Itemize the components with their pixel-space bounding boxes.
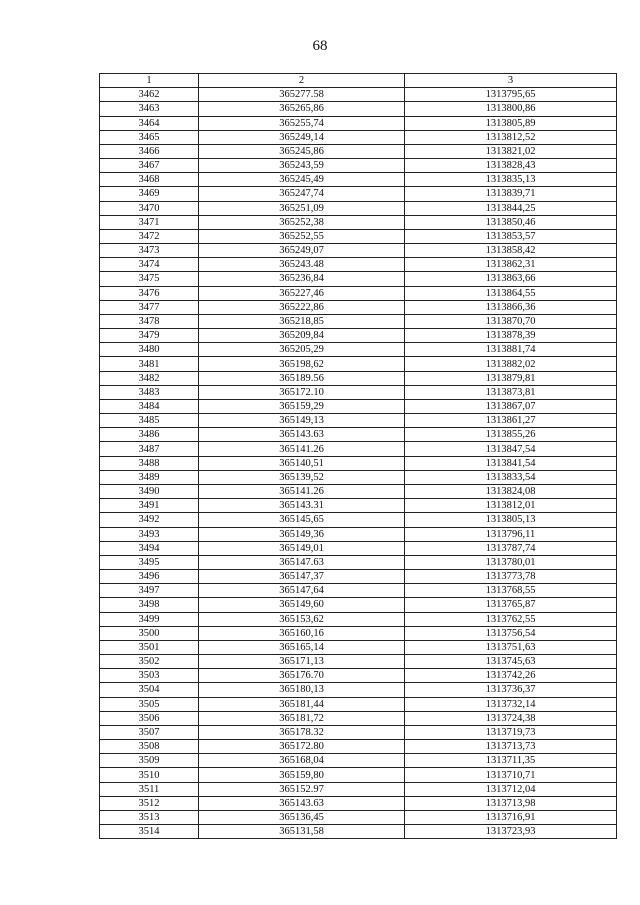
point-number-cell: 3509 bbox=[100, 754, 199, 768]
y-coordinate-cell: 1313805,13 bbox=[405, 513, 617, 527]
table-row bbox=[100, 499, 617, 513]
table-row bbox=[100, 173, 617, 187]
point-number-cell: 3503 bbox=[100, 669, 199, 683]
point-number-cell: 3488 bbox=[100, 456, 199, 470]
point-number-cell: 3476 bbox=[100, 286, 199, 300]
point-number-cell: 3507 bbox=[100, 725, 199, 739]
x-coordinate-cell: 365147,37 bbox=[199, 570, 405, 584]
y-coordinate-cell: 1313873,81 bbox=[405, 385, 617, 399]
y-coordinate-cell: 1313711,35 bbox=[405, 754, 617, 768]
x-coordinate-cell: 365198,62 bbox=[199, 357, 405, 371]
x-coordinate-cell: 365249,14 bbox=[199, 130, 405, 144]
column-header-3: 3 bbox=[405, 74, 617, 88]
y-coordinate-cell: 1313853,57 bbox=[405, 229, 617, 243]
x-coordinate-cell: 365143.63 bbox=[199, 796, 405, 810]
table-row bbox=[100, 796, 617, 810]
table-body bbox=[100, 88, 617, 839]
y-coordinate-cell: 1313713,73 bbox=[405, 740, 617, 754]
x-coordinate-cell: 365265,86 bbox=[199, 102, 405, 116]
point-number-cell: 3471 bbox=[100, 215, 199, 229]
table-row bbox=[100, 697, 617, 711]
table-row bbox=[100, 215, 617, 229]
point-number-cell: 3465 bbox=[100, 130, 199, 144]
y-coordinate-cell: 1313780,01 bbox=[405, 555, 617, 569]
point-number-cell: 3494 bbox=[100, 541, 199, 555]
point-number-cell: 3489 bbox=[100, 470, 199, 484]
x-coordinate-cell: 365145,65 bbox=[199, 513, 405, 527]
point-number-cell: 3513 bbox=[100, 810, 199, 824]
y-coordinate-cell: 1313724,38 bbox=[405, 711, 617, 725]
y-coordinate-cell: 1313716,91 bbox=[405, 810, 617, 824]
y-coordinate-cell: 1313745,63 bbox=[405, 655, 617, 669]
y-coordinate-cell: 1313855,26 bbox=[405, 428, 617, 442]
point-number-cell: 3481 bbox=[100, 357, 199, 371]
x-coordinate-cell: 365218,85 bbox=[199, 314, 405, 328]
table-row bbox=[100, 640, 617, 654]
x-coordinate-cell: 365165,14 bbox=[199, 640, 405, 654]
table-header-row bbox=[100, 74, 617, 88]
y-coordinate-cell: 1313719,73 bbox=[405, 725, 617, 739]
table-row bbox=[100, 768, 617, 782]
table-row bbox=[100, 782, 617, 796]
point-number-cell: 3467 bbox=[100, 159, 199, 173]
table-row bbox=[100, 456, 617, 470]
x-coordinate-cell: 365189.56 bbox=[199, 371, 405, 385]
table-row bbox=[100, 513, 617, 527]
table-row bbox=[100, 414, 617, 428]
point-number-cell: 3468 bbox=[100, 173, 199, 187]
y-coordinate-cell: 1313864,55 bbox=[405, 286, 617, 300]
table-row bbox=[100, 527, 617, 541]
table-row bbox=[100, 329, 617, 343]
point-number-cell: 3512 bbox=[100, 796, 199, 810]
y-coordinate-cell: 1313861,27 bbox=[405, 414, 617, 428]
x-coordinate-cell: 365147,64 bbox=[199, 584, 405, 598]
table-row bbox=[100, 314, 617, 328]
point-number-cell: 3499 bbox=[100, 612, 199, 626]
point-number-cell: 3490 bbox=[100, 484, 199, 498]
y-coordinate-cell: 1313795,65 bbox=[405, 88, 617, 102]
y-coordinate-cell: 1313751,63 bbox=[405, 640, 617, 654]
x-coordinate-cell: 365160,16 bbox=[199, 626, 405, 640]
point-number-cell: 3462 bbox=[100, 88, 199, 102]
x-coordinate-cell: 365141.26 bbox=[199, 484, 405, 498]
table-row bbox=[100, 470, 617, 484]
y-coordinate-cell: 1313787,74 bbox=[405, 541, 617, 555]
y-coordinate-cell: 1313756,54 bbox=[405, 626, 617, 640]
x-coordinate-cell: 365139,52 bbox=[199, 470, 405, 484]
point-number-cell: 3491 bbox=[100, 499, 199, 513]
point-number-cell: 3480 bbox=[100, 343, 199, 357]
x-coordinate-cell: 365140,51 bbox=[199, 456, 405, 470]
point-number-cell: 3500 bbox=[100, 626, 199, 640]
x-coordinate-cell: 365243,59 bbox=[199, 159, 405, 173]
x-coordinate-cell: 365176.70 bbox=[199, 669, 405, 683]
y-coordinate-cell: 1313863,66 bbox=[405, 272, 617, 286]
point-number-cell: 3463 bbox=[100, 102, 199, 116]
y-coordinate-cell: 1313833,54 bbox=[405, 470, 617, 484]
y-coordinate-cell: 1313850,46 bbox=[405, 215, 617, 229]
point-number-cell: 3510 bbox=[100, 768, 199, 782]
y-coordinate-cell: 1313839,71 bbox=[405, 187, 617, 201]
x-coordinate-cell: 365149,36 bbox=[199, 527, 405, 541]
y-coordinate-cell: 1313828,43 bbox=[405, 159, 617, 173]
y-coordinate-cell: 1313858,42 bbox=[405, 244, 617, 258]
x-coordinate-cell: 365247,74 bbox=[199, 187, 405, 201]
table-row bbox=[100, 187, 617, 201]
x-coordinate-cell: 365222,86 bbox=[199, 300, 405, 314]
y-coordinate-cell: 1313867,07 bbox=[405, 399, 617, 413]
x-coordinate-cell: 365136,45 bbox=[199, 810, 405, 824]
point-number-cell: 3505 bbox=[100, 697, 199, 711]
x-coordinate-cell: 365143.31 bbox=[199, 499, 405, 513]
y-coordinate-cell: 1313800,86 bbox=[405, 102, 617, 116]
point-number-cell: 3477 bbox=[100, 300, 199, 314]
y-coordinate-cell: 1313821,02 bbox=[405, 144, 617, 158]
table-row bbox=[100, 541, 617, 555]
table-row bbox=[100, 570, 617, 584]
y-coordinate-cell: 1313870,70 bbox=[405, 314, 617, 328]
point-number-cell: 3511 bbox=[100, 782, 199, 796]
y-coordinate-cell: 1313773,78 bbox=[405, 570, 617, 584]
x-coordinate-cell: 365209,84 bbox=[199, 329, 405, 343]
x-coordinate-cell: 365255,74 bbox=[199, 116, 405, 130]
table-row bbox=[100, 428, 617, 442]
point-number-cell: 3495 bbox=[100, 555, 199, 569]
table-row bbox=[100, 399, 617, 413]
page-number: 68 bbox=[312, 38, 328, 54]
table-row bbox=[100, 825, 617, 839]
y-coordinate-cell: 1313710,71 bbox=[405, 768, 617, 782]
y-coordinate-cell: 1313844,25 bbox=[405, 201, 617, 215]
table-row bbox=[100, 655, 617, 669]
table-row bbox=[100, 598, 617, 612]
column-header-1: 1 bbox=[100, 74, 199, 88]
y-coordinate-cell: 1313805,89 bbox=[405, 116, 617, 130]
table-row bbox=[100, 343, 617, 357]
y-coordinate-cell: 1313835,13 bbox=[405, 173, 617, 187]
table-row bbox=[100, 258, 617, 272]
x-coordinate-cell: 365171,13 bbox=[199, 655, 405, 669]
point-number-cell: 3502 bbox=[100, 655, 199, 669]
y-coordinate-cell: 1313824,08 bbox=[405, 484, 617, 498]
x-coordinate-cell: 365153,62 bbox=[199, 612, 405, 626]
coordinates-table bbox=[99, 73, 617, 839]
table-row bbox=[100, 300, 617, 314]
table-row bbox=[100, 229, 617, 243]
y-coordinate-cell: 1313862,31 bbox=[405, 258, 617, 272]
y-coordinate-cell: 1313882,02 bbox=[405, 357, 617, 371]
point-number-cell: 3504 bbox=[100, 683, 199, 697]
table-row bbox=[100, 272, 617, 286]
table-row bbox=[100, 286, 617, 300]
x-coordinate-cell: 365131,58 bbox=[199, 825, 405, 839]
point-number-cell: 3508 bbox=[100, 740, 199, 754]
y-coordinate-cell: 1313866,36 bbox=[405, 300, 617, 314]
table-row bbox=[100, 201, 617, 215]
point-number-cell: 3478 bbox=[100, 314, 199, 328]
x-coordinate-cell: 365205,29 bbox=[199, 343, 405, 357]
y-coordinate-cell: 1313796,11 bbox=[405, 527, 617, 541]
table-row bbox=[100, 711, 617, 725]
x-coordinate-cell: 365149,13 bbox=[199, 414, 405, 428]
table-row bbox=[100, 116, 617, 130]
table-row bbox=[100, 385, 617, 399]
y-coordinate-cell: 1313742,26 bbox=[405, 669, 617, 683]
y-coordinate-cell: 1313847,54 bbox=[405, 442, 617, 456]
y-coordinate-cell: 1313768,55 bbox=[405, 584, 617, 598]
table-row bbox=[100, 754, 617, 768]
y-coordinate-cell: 1313713,98 bbox=[405, 796, 617, 810]
table-row bbox=[100, 144, 617, 158]
point-number-cell: 3496 bbox=[100, 570, 199, 584]
point-number-cell: 3474 bbox=[100, 258, 199, 272]
y-coordinate-cell: 1313732,14 bbox=[405, 697, 617, 711]
y-coordinate-cell: 1313841,54 bbox=[405, 456, 617, 470]
point-number-cell: 3484 bbox=[100, 399, 199, 413]
point-number-cell: 3487 bbox=[100, 442, 199, 456]
table-row bbox=[100, 669, 617, 683]
point-number-cell: 3482 bbox=[100, 371, 199, 385]
table-row bbox=[100, 484, 617, 498]
x-coordinate-cell: 365181,44 bbox=[199, 697, 405, 711]
x-coordinate-cell: 365141.26 bbox=[199, 442, 405, 456]
table-row bbox=[100, 584, 617, 598]
y-coordinate-cell: 1313812,01 bbox=[405, 499, 617, 513]
x-coordinate-cell: 365227,46 bbox=[199, 286, 405, 300]
y-coordinate-cell: 1313812,52 bbox=[405, 130, 617, 144]
x-coordinate-cell: 365243.48 bbox=[199, 258, 405, 272]
x-coordinate-cell: 365143.63 bbox=[199, 428, 405, 442]
x-coordinate-cell: 365245,86 bbox=[199, 144, 405, 158]
point-number-cell: 3472 bbox=[100, 229, 199, 243]
table-row bbox=[100, 442, 617, 456]
point-number-cell: 3501 bbox=[100, 640, 199, 654]
table-row bbox=[100, 357, 617, 371]
x-coordinate-cell: 365159,29 bbox=[199, 399, 405, 413]
x-coordinate-cell: 365181,72 bbox=[199, 711, 405, 725]
x-coordinate-cell: 365178.32 bbox=[199, 725, 405, 739]
x-coordinate-cell: 365149,01 bbox=[199, 541, 405, 555]
table-row bbox=[100, 725, 617, 739]
x-coordinate-cell: 365149,60 bbox=[199, 598, 405, 612]
x-coordinate-cell: 365152.97 bbox=[199, 782, 405, 796]
x-coordinate-cell: 365236,84 bbox=[199, 272, 405, 286]
point-number-cell: 3479 bbox=[100, 329, 199, 343]
x-coordinate-cell: 365252,55 bbox=[199, 229, 405, 243]
point-number-cell: 3464 bbox=[100, 116, 199, 130]
point-number-cell: 3514 bbox=[100, 825, 199, 839]
point-number-cell: 3498 bbox=[100, 598, 199, 612]
point-number-cell: 3485 bbox=[100, 414, 199, 428]
point-number-cell: 3469 bbox=[100, 187, 199, 201]
table-row bbox=[100, 740, 617, 754]
table-row bbox=[100, 371, 617, 385]
y-coordinate-cell: 1313736,37 bbox=[405, 683, 617, 697]
point-number-cell: 3483 bbox=[100, 385, 199, 399]
point-number-cell: 3475 bbox=[100, 272, 199, 286]
x-coordinate-cell: 365252,38 bbox=[199, 215, 405, 229]
point-number-cell: 3466 bbox=[100, 144, 199, 158]
column-header-2: 2 bbox=[199, 74, 405, 88]
table-row bbox=[100, 626, 617, 640]
table-row bbox=[100, 555, 617, 569]
x-coordinate-cell: 365172.10 bbox=[199, 385, 405, 399]
x-coordinate-cell: 365159,80 bbox=[199, 768, 405, 782]
table-row bbox=[100, 810, 617, 824]
table-row bbox=[100, 102, 617, 116]
y-coordinate-cell: 1313762,55 bbox=[405, 612, 617, 626]
table-row bbox=[100, 612, 617, 626]
point-number-cell: 3486 bbox=[100, 428, 199, 442]
x-coordinate-cell: 365168,04 bbox=[199, 754, 405, 768]
x-coordinate-cell: 365277.58 bbox=[199, 88, 405, 102]
y-coordinate-cell: 1313765,87 bbox=[405, 598, 617, 612]
point-number-cell: 3506 bbox=[100, 711, 199, 725]
point-number-cell: 3470 bbox=[100, 201, 199, 215]
x-coordinate-cell: 365172.80 bbox=[199, 740, 405, 754]
point-number-cell: 3493 bbox=[100, 527, 199, 541]
y-coordinate-cell: 1313712,04 bbox=[405, 782, 617, 796]
table-row bbox=[100, 88, 617, 102]
y-coordinate-cell: 1313879,81 bbox=[405, 371, 617, 385]
x-coordinate-cell: 365245,49 bbox=[199, 173, 405, 187]
x-coordinate-cell: 365147.63 bbox=[199, 555, 405, 569]
x-coordinate-cell: 365180,13 bbox=[199, 683, 405, 697]
y-coordinate-cell: 1313881,74 bbox=[405, 343, 617, 357]
table-row bbox=[100, 159, 617, 173]
point-number-cell: 3497 bbox=[100, 584, 199, 598]
x-coordinate-cell: 365249,07 bbox=[199, 244, 405, 258]
y-coordinate-cell: 1313878,39 bbox=[405, 329, 617, 343]
point-number-cell: 3492 bbox=[100, 513, 199, 527]
y-coordinate-cell: 1313723,93 bbox=[405, 825, 617, 839]
table-row bbox=[100, 244, 617, 258]
point-number-cell: 3473 bbox=[100, 244, 199, 258]
table-row bbox=[100, 130, 617, 144]
x-coordinate-cell: 365251,09 bbox=[199, 201, 405, 215]
table-row bbox=[100, 683, 617, 697]
